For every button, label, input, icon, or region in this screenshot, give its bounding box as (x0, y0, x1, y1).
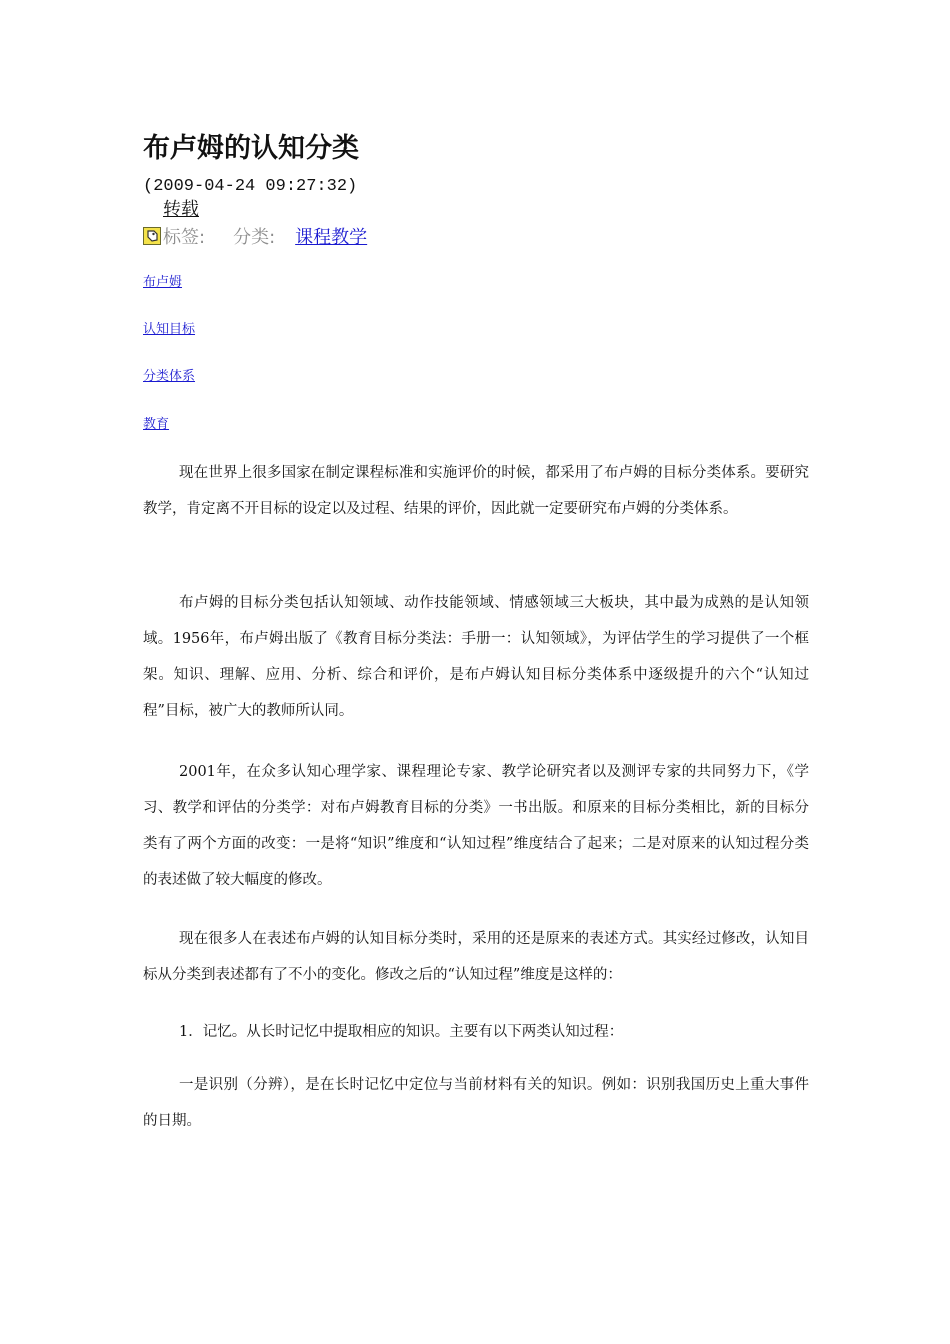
tag-link[interactable]: 分类体系 (143, 369, 196, 384)
body-paragraph: 布卢姆的目标分类包括认知领域、动作技能领域、情感领域三大板块，其中最为成熟的是认知领域。1956年，布卢姆出版了《教育目标分类法：手册一：认知领域》，为评估学生的学习提供了一个框架。知识、理解、应用、分析、综合和评价，是布卢姆认知目标分类体系中逐级提升的六个“认知过程”目标，被广大的教师所认同。 (143, 595, 809, 719)
category-link[interactable]: 课程教学 (295, 227, 368, 248)
repost-link[interactable]: 转载 (163, 199, 199, 220)
tag-link[interactable]: 教育 (143, 417, 170, 432)
body-paragraph: 2001年，在众多认知心理学家、课程理论专家、教学论研究者以及测评专家的共同努力下，《学习、教学和评估的分类学：对布卢姆教育目标的分类》一书出版。和原来的目标分类相比，新的目标分类有了两个方面的改变：一是将“知识”维度和“认知过程”维度结合了起来；二是对原来的认知过程分类的表述做了较大幅度的修改。 (143, 764, 809, 888)
tag-category-line (143, 223, 367, 249)
body-paragraph: 一是识别（分辨），是在长时记忆中定位与当前材料有关的知识。例如：识别我国历史上重大事件的日期。 (143, 1077, 809, 1129)
post-timestamp: (2009-04-24 09:27:32) (143, 177, 358, 196)
body-paragraph: 现在很多人在表述布卢姆的认知目标分类时，采用的还是原来的表述方式。其实经过修改，认知目标从分类到表述都有了不小的变化。修改之后的“认知过程”维度是这样的： (143, 931, 809, 983)
body-paragraph: 1．记忆。从长时记忆中提取相应的知识。主要有以下两类认知过程： (179, 1024, 624, 1040)
tag-link[interactable]: 布卢姆 (143, 275, 183, 290)
tag-label: 标签: (163, 227, 206, 248)
body-paragraph: 现在世界上很多国家在制定课程标准和实施评价的时候，都采用了布卢姆的目标分类体系。要研究教学，肯定离不开目标的设定以及过程、结果的评价，因此就一定要研究布卢姆的分类体系。 (143, 465, 809, 517)
article-title: 布卢姆的认知分类 (143, 133, 359, 164)
category-label: 分类: (233, 227, 276, 248)
tag-icon (143, 227, 161, 245)
tag-link[interactable]: 认知目标 (143, 322, 196, 337)
